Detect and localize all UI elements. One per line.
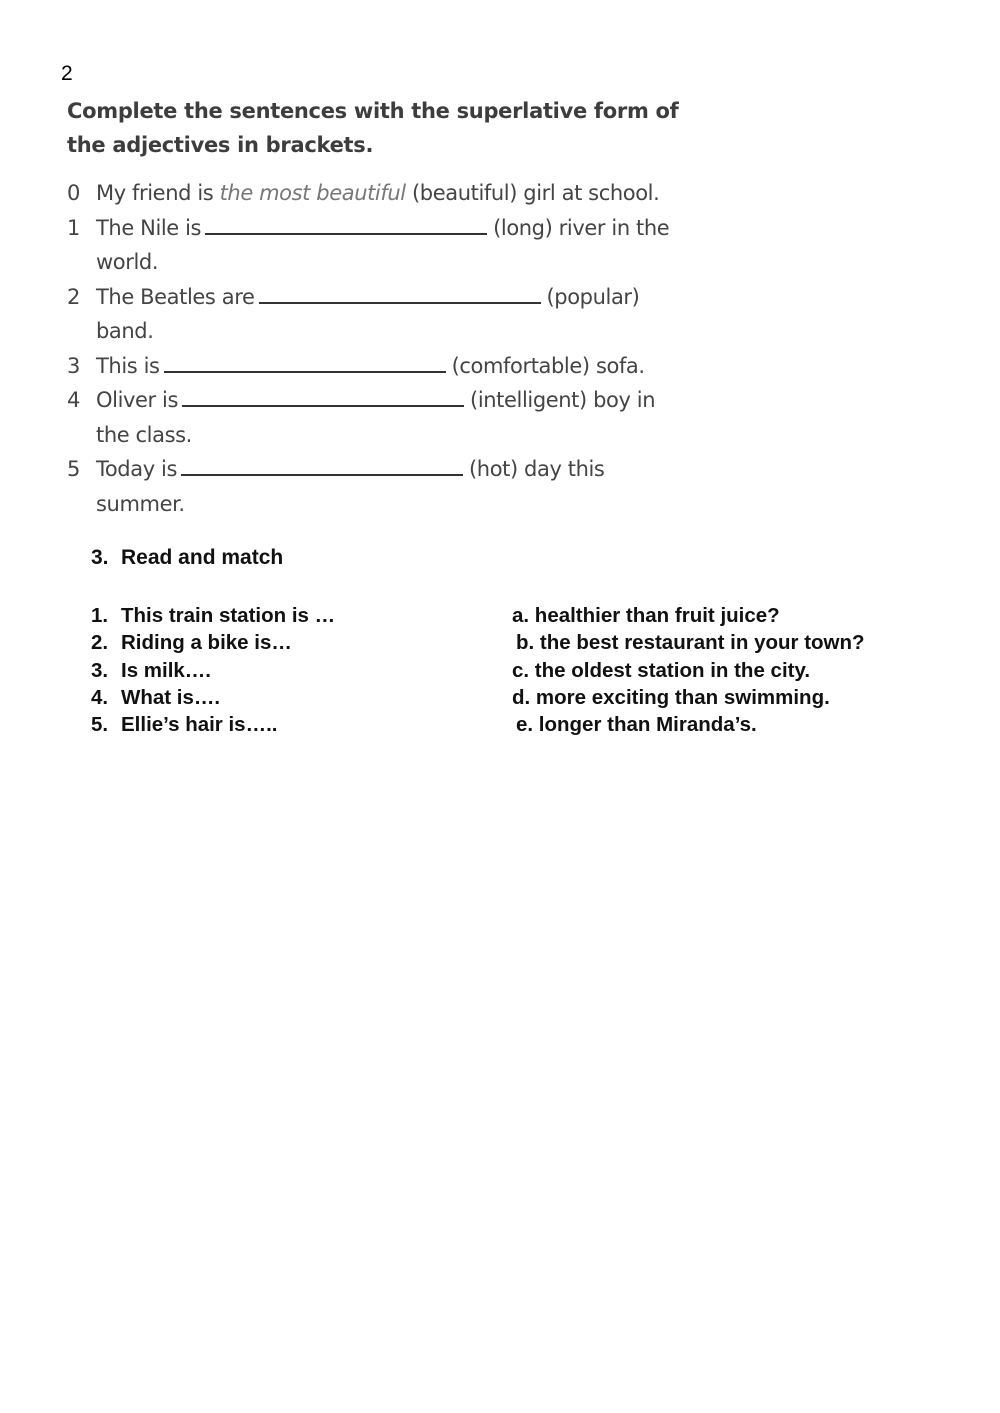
match-right-item: a. healthier than fruit juice? [512, 604, 780, 627]
sentence-end: (popular) [546, 284, 640, 309]
sentence-4 [67, 383, 707, 452]
sentence-end: (comfortable) sofa. [451, 353, 645, 378]
match-left-item [91, 684, 491, 711]
answer-blank[interactable] [164, 349, 446, 373]
match-right-column [512, 602, 952, 738]
superlative-exercise [67, 176, 707, 521]
match-left-item [91, 711, 491, 738]
sentence-number: 0 [67, 181, 80, 205]
item-text: Ellie’s hair is….. [121, 713, 278, 737]
sentence-start: The Beatles are [96, 284, 255, 309]
sentence-number: 1 [67, 215, 80, 240]
sentence-continuation: band. [96, 319, 154, 343]
item-text: What is…. [121, 685, 221, 709]
match-left-column [91, 602, 491, 738]
match-right-item: e. longer than Miranda’s. [516, 713, 757, 737]
sentence-start: Today is [96, 457, 177, 481]
sentence-end: (long) river in the [493, 215, 670, 240]
item-text: Is milk…. [121, 658, 212, 682]
sentence-end: (beautiful) girl at school. [412, 181, 660, 205]
item-index: 4. [91, 685, 109, 709]
item-text: Riding a bike is… [121, 631, 292, 655]
example-sentence [67, 176, 707, 211]
sentence-number: 2 [67, 284, 80, 309]
section-number: 3. [91, 546, 109, 569]
sentence-5 [67, 452, 707, 521]
exercise-instructions: Complete the sentences with the superlative form of the adjectives in brackets. [67, 99, 679, 157]
match-left-item [91, 657, 491, 684]
match-left-item [91, 629, 491, 656]
sentence-start: My friend is [96, 181, 214, 205]
section-title-text: Read and match [121, 546, 284, 569]
answer-blank[interactable] [205, 211, 487, 235]
sentence-end: (hot) day this [469, 457, 605, 481]
sentence-continuation: summer. [96, 491, 185, 516]
answer-blank[interactable] [181, 452, 463, 476]
sentence-2 [67, 280, 707, 349]
sentence-number: 5 [67, 457, 80, 481]
match-right-item: d. more exciting than swimming. [512, 685, 830, 709]
answer-blank[interactable] [182, 383, 464, 407]
sentence-start: The Nile is [96, 215, 202, 240]
example-answer: the most beautiful [219, 181, 406, 205]
item-index: 2. [91, 631, 109, 655]
match-right-item: b. the best restaurant in your town? [516, 631, 865, 655]
item-index: 3. [91, 658, 109, 682]
sentence-continuation: the class. [96, 422, 192, 447]
page-number: 2 [61, 62, 73, 85]
sentence-number: 4 [67, 388, 80, 412]
sentence-continuation: world. [96, 250, 159, 274]
sentence-end: (intelligent) boy in [470, 388, 656, 412]
item-index: 5. [91, 713, 109, 737]
sentence-1 [67, 211, 707, 280]
match-left-item [91, 602, 491, 629]
match-right-item: c. the oldest station in the city. [512, 658, 811, 682]
sentence-start: Oliver is [96, 388, 179, 412]
sentence-number: 3 [67, 353, 80, 378]
answer-blank[interactable] [259, 280, 541, 304]
item-text: This train station is … [121, 604, 336, 627]
sentence-3 [67, 349, 707, 384]
section-3-title [91, 546, 283, 570]
item-index: 1. [91, 604, 109, 627]
sentence-start: This is [96, 353, 160, 378]
